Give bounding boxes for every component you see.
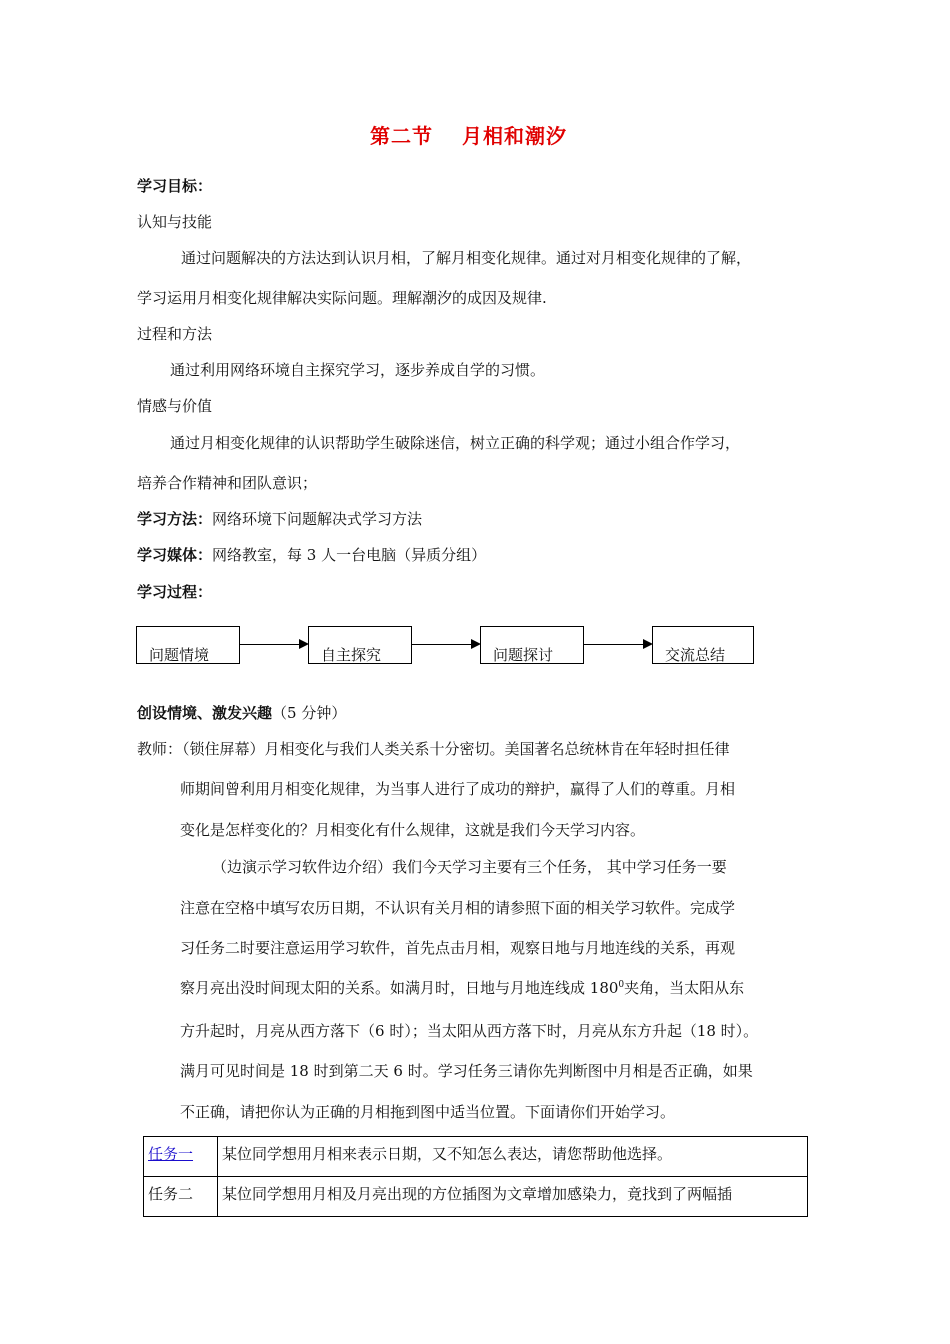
flow-arrow-2 xyxy=(411,644,471,645)
emotion-heading: 情感与价值 xyxy=(137,397,213,415)
intro-heading-label: 创设情境、激发兴趣 xyxy=(137,704,273,722)
page-title: 第二节 月相和潮汐 xyxy=(370,124,567,148)
table-row xyxy=(144,1177,808,1217)
learning-process-heading: 学习过程： xyxy=(137,583,213,601)
intro-line-5: 注意在空格中填写农历日期，不认识有关月相的请参照下面的相关学习软件。完成学 xyxy=(180,899,736,917)
flow-step-2 xyxy=(308,626,412,664)
cognitive-text-2: 学习运用月相变化规律解决实际问题。理解潮汐的成因及规律. xyxy=(137,289,547,307)
intro-line-10: 不正确，请把你认为正确的月相拖到图中适当位置。下面请你们开始学习。 xyxy=(180,1103,676,1121)
intro-line-1: 教师：（锁住屏幕）月相变化与我们人类关系十分密切。美国著名总统林肯在年轻时担任律 xyxy=(137,740,730,758)
flow-arrow-3 xyxy=(583,644,643,645)
emotion-text-1: 通过月相变化规律的认识帮助学生破除迷信，树立正确的科学观；通过小组合作学习， xyxy=(170,434,741,452)
task-text-cell: 某位同学想用月相来表示日期，又不知怎么表达，请您帮助他选择。 xyxy=(218,1137,808,1177)
learning-media-label: 学习媒体： xyxy=(137,546,213,564)
objectives-heading: 学习目标： xyxy=(137,177,213,195)
cognitive-heading: 认知与技能 xyxy=(137,213,213,231)
task-name-cell[interactable] xyxy=(144,1137,218,1177)
intro-heading xyxy=(137,703,346,723)
flow-step-3 xyxy=(480,626,584,664)
intro-line-9: 满月可见时间是 18 时到第二天 6 时。学习任务三请你先判断图中月相是否正确，如果 xyxy=(180,1062,753,1080)
task-1-link[interactable]: 任务一 xyxy=(148,1145,194,1163)
intro-line-6: 习任务二时要注意运用学习软件，首先点击月相，观察日地与月地连线的关系，再观 xyxy=(180,939,736,957)
intro-line-7 xyxy=(180,978,744,998)
intro-line-2: 师期间曾利用月相变化规律，为当事人进行了成功的辩护，赢得了人们的尊重。月相 xyxy=(180,780,736,798)
emotion-text-2: 培养合作精神和团队意识； xyxy=(137,474,318,492)
task-name-cell: 任务二 xyxy=(144,1177,218,1217)
intro-line-8: 方升起时，月亮从西方落下（6 时）；当太阳从西方落下时，月亮从东方升起（18 时）。 xyxy=(180,1022,759,1040)
task-table xyxy=(143,1136,808,1217)
intro-line-4: （边演示学习软件边介绍）我们今天学习主要有三个任务， 其中学习任务一要 xyxy=(212,858,727,876)
learning-method xyxy=(137,509,422,529)
process-heading: 过程和方法 xyxy=(137,325,213,343)
intro-duration: （5 分钟） xyxy=(272,704,347,722)
learning-method-label: 学习方法： xyxy=(137,510,213,528)
learning-media-value: 网络教室，每 3 人一台电脑（异质分组） xyxy=(212,546,487,564)
learning-method-value: 网络环境下问题解决式学习方法 xyxy=(212,510,423,528)
table-row xyxy=(144,1137,808,1177)
flow-step-2-label: 自主探究 xyxy=(321,646,382,664)
intro-line-7-a: 察月亮出没时间现太阳的关系。如满月时，日地与月地连线成 180 xyxy=(180,979,619,997)
process-text: 通过利用网络环境自主探究学习，逐步养成自学的习惯。 xyxy=(170,361,546,379)
flow-step-3-label: 问题探讨 xyxy=(493,646,554,664)
learning-media xyxy=(137,545,486,565)
flow-step-1-label: 问题情境 xyxy=(149,646,210,664)
degree-superscript: 0 xyxy=(618,980,625,990)
cognitive-text-1: 通过问题解决的方法达到认识月相，了解月相变化规律。通过对月相变化规律的了解， xyxy=(181,249,752,267)
intro-line-7-b: 夹角，当太阳从东 xyxy=(624,979,745,997)
flow-step-4 xyxy=(652,626,754,664)
flow-arrow-1 xyxy=(239,644,299,645)
task-text-cell: 某位同学想用月相及月亮出现的方位插图为文章增加感染力，竟找到了两幅插 xyxy=(218,1177,808,1217)
flow-step-4-label: 交流总结 xyxy=(665,646,726,664)
flow-step-1 xyxy=(136,626,240,664)
intro-line-3: 变化是怎样变化的？月相变化有什么规律，这就是我们今天学习内容。 xyxy=(180,821,646,839)
